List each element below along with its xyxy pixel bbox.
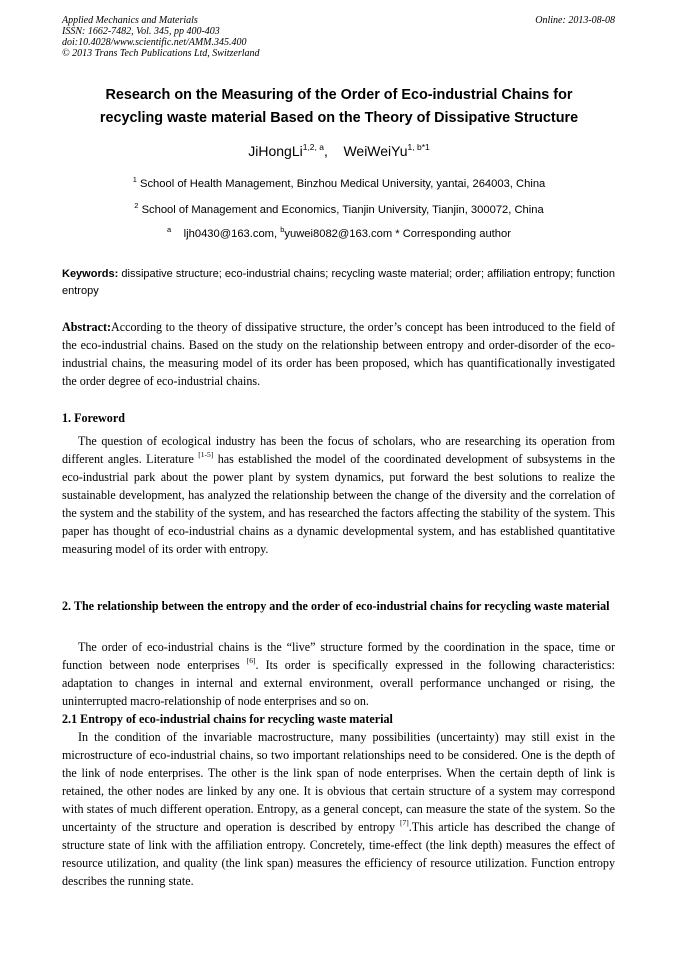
affiliation-marker: 2 <box>134 201 139 210</box>
paper-title <box>62 84 616 130</box>
abstract-text: According to the theory of dissipative structure, the order’s concept has been introduced to the field of the eco-industrial chains. Based on the study on the relationship between entropy and order-disorder of the eco-industrial chains, the measuring model of its order has been proposed, which has quantificationally investigated the order degree of eco-industrial chains. <box>62 320 615 388</box>
email-a: ljh0430@163.com, <box>183 228 281 240</box>
author-superscript: 1, b*1 <box>407 142 430 152</box>
citation: [6] <box>246 656 256 665</box>
title-line-2: recycling waste material Based on the Theory of Dissipative Structure <box>99 110 579 126</box>
email-marker: b <box>280 225 285 234</box>
subsection-heading: 2.1 Entropy of eco-industrial chains for recycling waste material <box>62 712 393 726</box>
issn-line: ISSN: 1662-7482, Vol. 345, pp 400-403 <box>62 26 220 37</box>
journal-header <box>62 15 260 59</box>
affiliation-text: School of Management and Economics, Tianjin University, Tianjin, 300072, China <box>141 204 544 216</box>
author-name: WeiWeiYu <box>343 143 408 159</box>
author-name: JiHongLi <box>248 143 303 159</box>
paragraph <box>62 638 615 710</box>
section-1-body <box>62 432 615 558</box>
paragraph-text: The question of ecological industry has been the focus of scholars, who are researching its operation from different angles. Literature <box>62 434 615 466</box>
abstract <box>62 318 615 390</box>
paragraph-text: In the condition of the invariable macrostructure, many possibilities (uncertainty) may still exist in the microstructure of eco-industrial chains, so two important relationships need to be considered. One is the depth of the link of node enterprises. The other is the link span of node enterprises. When the certain depth of link is retained, the other nodes are linked by any one. It is obvious that certain structure of a system may correspond with states of much different operation. Entropy, as a general concept, can measure the state of the system. So the uncertainty of the structure and operation is described by entropy <box>62 730 615 834</box>
keywords <box>62 266 615 300</box>
keywords-label: Keywords: <box>62 268 119 280</box>
section-heading: 2. The relationship between the entropy and the order of eco-industrial chains for recycling waste material <box>62 599 610 613</box>
paragraph <box>62 728 615 890</box>
paragraph-text: .This article has described the change of structure state of link with the affiliation entropy. Concretely, time-effect (the link depth) measures the effect of resource utilization, and quality (the link span) measures the efficiency of resource utilization. Function entropy describes the running state. <box>62 820 615 888</box>
doi-line: doi:10.4028/www.scientific.net/AMM.345.400 <box>62 37 247 48</box>
title-line-1: Research on the Measuring of the Order of Eco-industrial Chains for <box>105 87 573 103</box>
affiliation-2 <box>62 203 616 217</box>
keywords-text: dissipative structure; eco-industrial chains; recycling waste material; order; affiliation entropy; function entropy <box>62 268 615 297</box>
journal-name: Applied Mechanics and Materials <box>62 15 198 26</box>
online-date: Online: 2013-08-08 <box>535 15 615 26</box>
section-2-1-body <box>62 728 615 890</box>
email-line <box>62 227 616 241</box>
author-superscript: 1,2, a <box>302 142 324 152</box>
affiliation-marker: 1 <box>132 175 137 184</box>
citation: [1-5] <box>198 450 214 459</box>
paragraph-text: The order of eco-industrial chains is the “live” structure formed by the coordination in the space, time or function between node enterprises <box>62 640 615 672</box>
citation: [7] <box>400 818 409 827</box>
abstract-label: Abstract: <box>62 320 112 334</box>
section-2-body <box>62 638 615 710</box>
paragraph <box>62 432 615 558</box>
email-b: yuwei8082@163.com * Corresponding author <box>284 228 511 240</box>
paragraph-text: . Its order is specifically expressed in the following characteristics: adaptation to changes in internal and external environment, overall performance unchanged or rising, the uninterrupted macro-relationship of node enterprises and so on. <box>62 658 615 708</box>
affiliation-text: School of Health Management, Binzhou Medical University, yantai, 264003, China <box>140 178 546 190</box>
section-heading: 1. Foreword <box>62 411 125 425</box>
email-marker: a <box>167 225 172 234</box>
paragraph-text: has established the model of the coordinated development of subsystems in the eco-industrial park about the power plant by system dynamics, put forward the best solutions to realize the sustainable development, has analyzed the relationship between the change of the diversity and the correlation of the system and the stability of the system, and has researched the factors affecting the stability of the system. This paper has thought of eco-industrial chains as a dynamic developmental system, and has established quantitative measuring model of its order with entropy. <box>62 452 615 556</box>
affiliation-1 <box>62 177 616 191</box>
author-separator: , <box>324 143 328 159</box>
author-list <box>62 141 616 161</box>
copyright-line: © 2013 Trans Tech Publications Ltd, Switzerland <box>62 48 260 59</box>
